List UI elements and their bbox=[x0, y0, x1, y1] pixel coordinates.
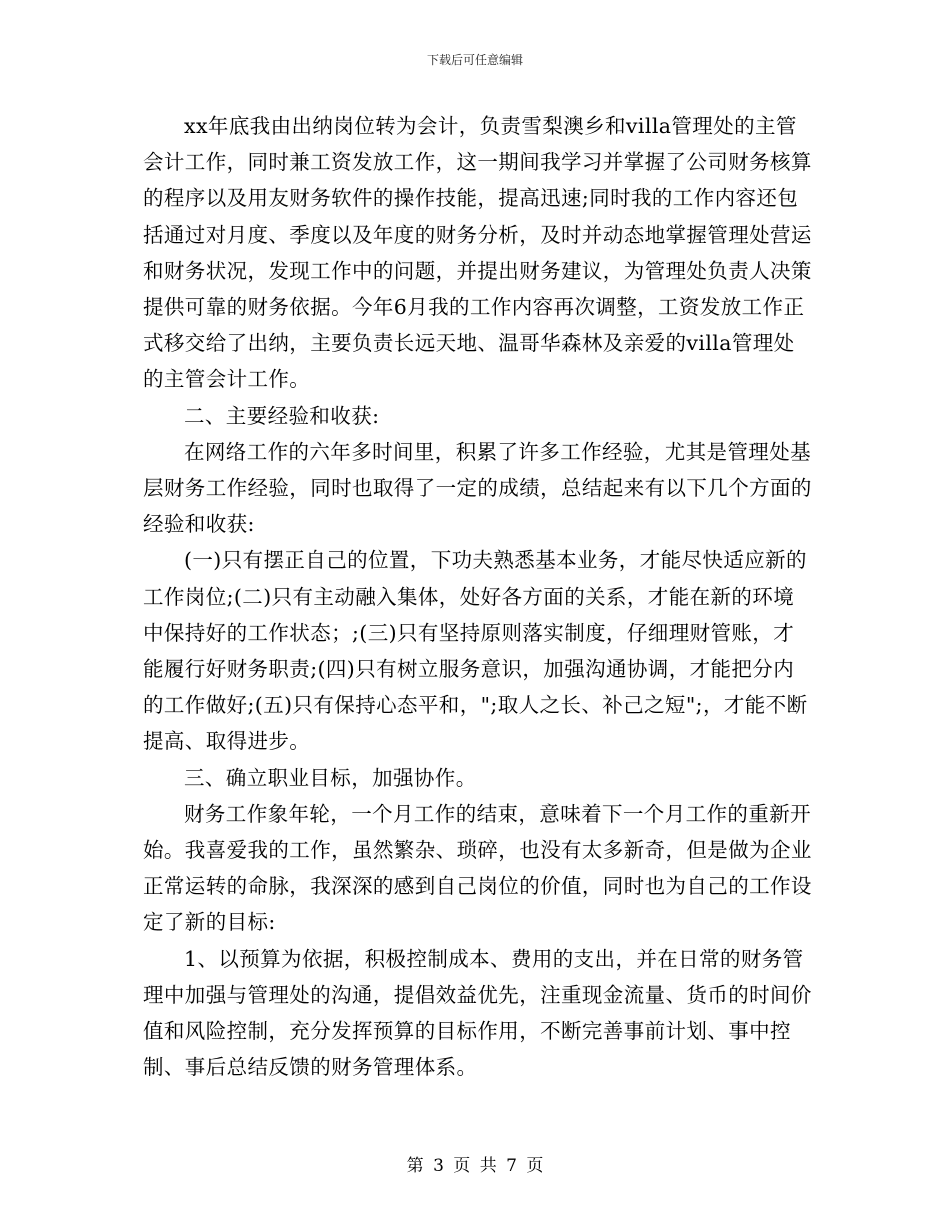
paragraph-goals-intro: 财务工作象年轮，一个月工作的结束，意味着下一个月工作的重新开始。我喜爱我的工作，虽然繁杂、琐碎，也没有太多新奇，但是做为企业正常运转的命脉，我深深的感到自己岗位的价值，同时也为自己的工作设定了新的目标: bbox=[143, 801, 812, 935]
section-heading-experience: 二、主要经验和收获: bbox=[184, 403, 380, 428]
paragraph-experience-list: (一)只有摆正自己的位置，下功夫熟悉基本业务，才能尽快适应新的工作岗位;(二)只有主动融入集体，处好各方面的关系，才能在新的环境中保持好的工作状态；;(三)只有坚持原则落实制度，仔细理财管账，才能履行好财务职责;(四)只有树立服务意识，加强沟通协调，才能把分内的工作做好;(五)只有保持心态平和，";取人之长、补己之短";，才能不断提高、取得进步。 bbox=[143, 548, 808, 754]
page-header: 下载后可任意编辑 bbox=[426, 53, 523, 67]
paragraph-experience-intro: 在网络工作的六年多时间里，积累了许多工作经验，尤其是管理处基层财务工作经验，同时也取得了一定的成绩，总结起来有以下几个方面的经验和收获: bbox=[143, 439, 812, 537]
paragraph-work-history: xx年底我由出纳岗位转为会计，负责雪梨澳乡和villa管理处的主管会计工作，同时兼工资发放工作，这一期间我学习并掌握了公司财务核算的程序以及用友财务软件的操作技能，提高迅速;同时我的工作内容还包括通过对月度、季度以及年度的财务分析，及时并动态地掌握管理处营运和财务状况，发现工作中的问题，并提出财务建议，为管理处负责人决策提供可靠的财务依据。今年6月我的工作内容再次调整，工资发放工作正式移交给了出纳，主要负责长远天地、温哥华森林及亲爱的villa管理处的主管会计工作。 bbox=[143, 114, 812, 392]
page-number: 第 3 页 共 7 页 bbox=[406, 1156, 544, 1176]
document-body bbox=[143, 108, 813, 1085]
paragraph-goal-1: 1、以预算为依据，积极控制成本、费用的支出，并在日常的财务管理中加强与管理处的沟通，提倡效益优先，注重现金流量、货币的时间价值和风险控制，充分发挥预算的目标作用，不断完善事前计划、事中控制、事后总结反馈的财务管理体系。 bbox=[143, 946, 812, 1080]
section-heading-goals: 三、确立职业目标，加强协作。 bbox=[184, 765, 477, 790]
